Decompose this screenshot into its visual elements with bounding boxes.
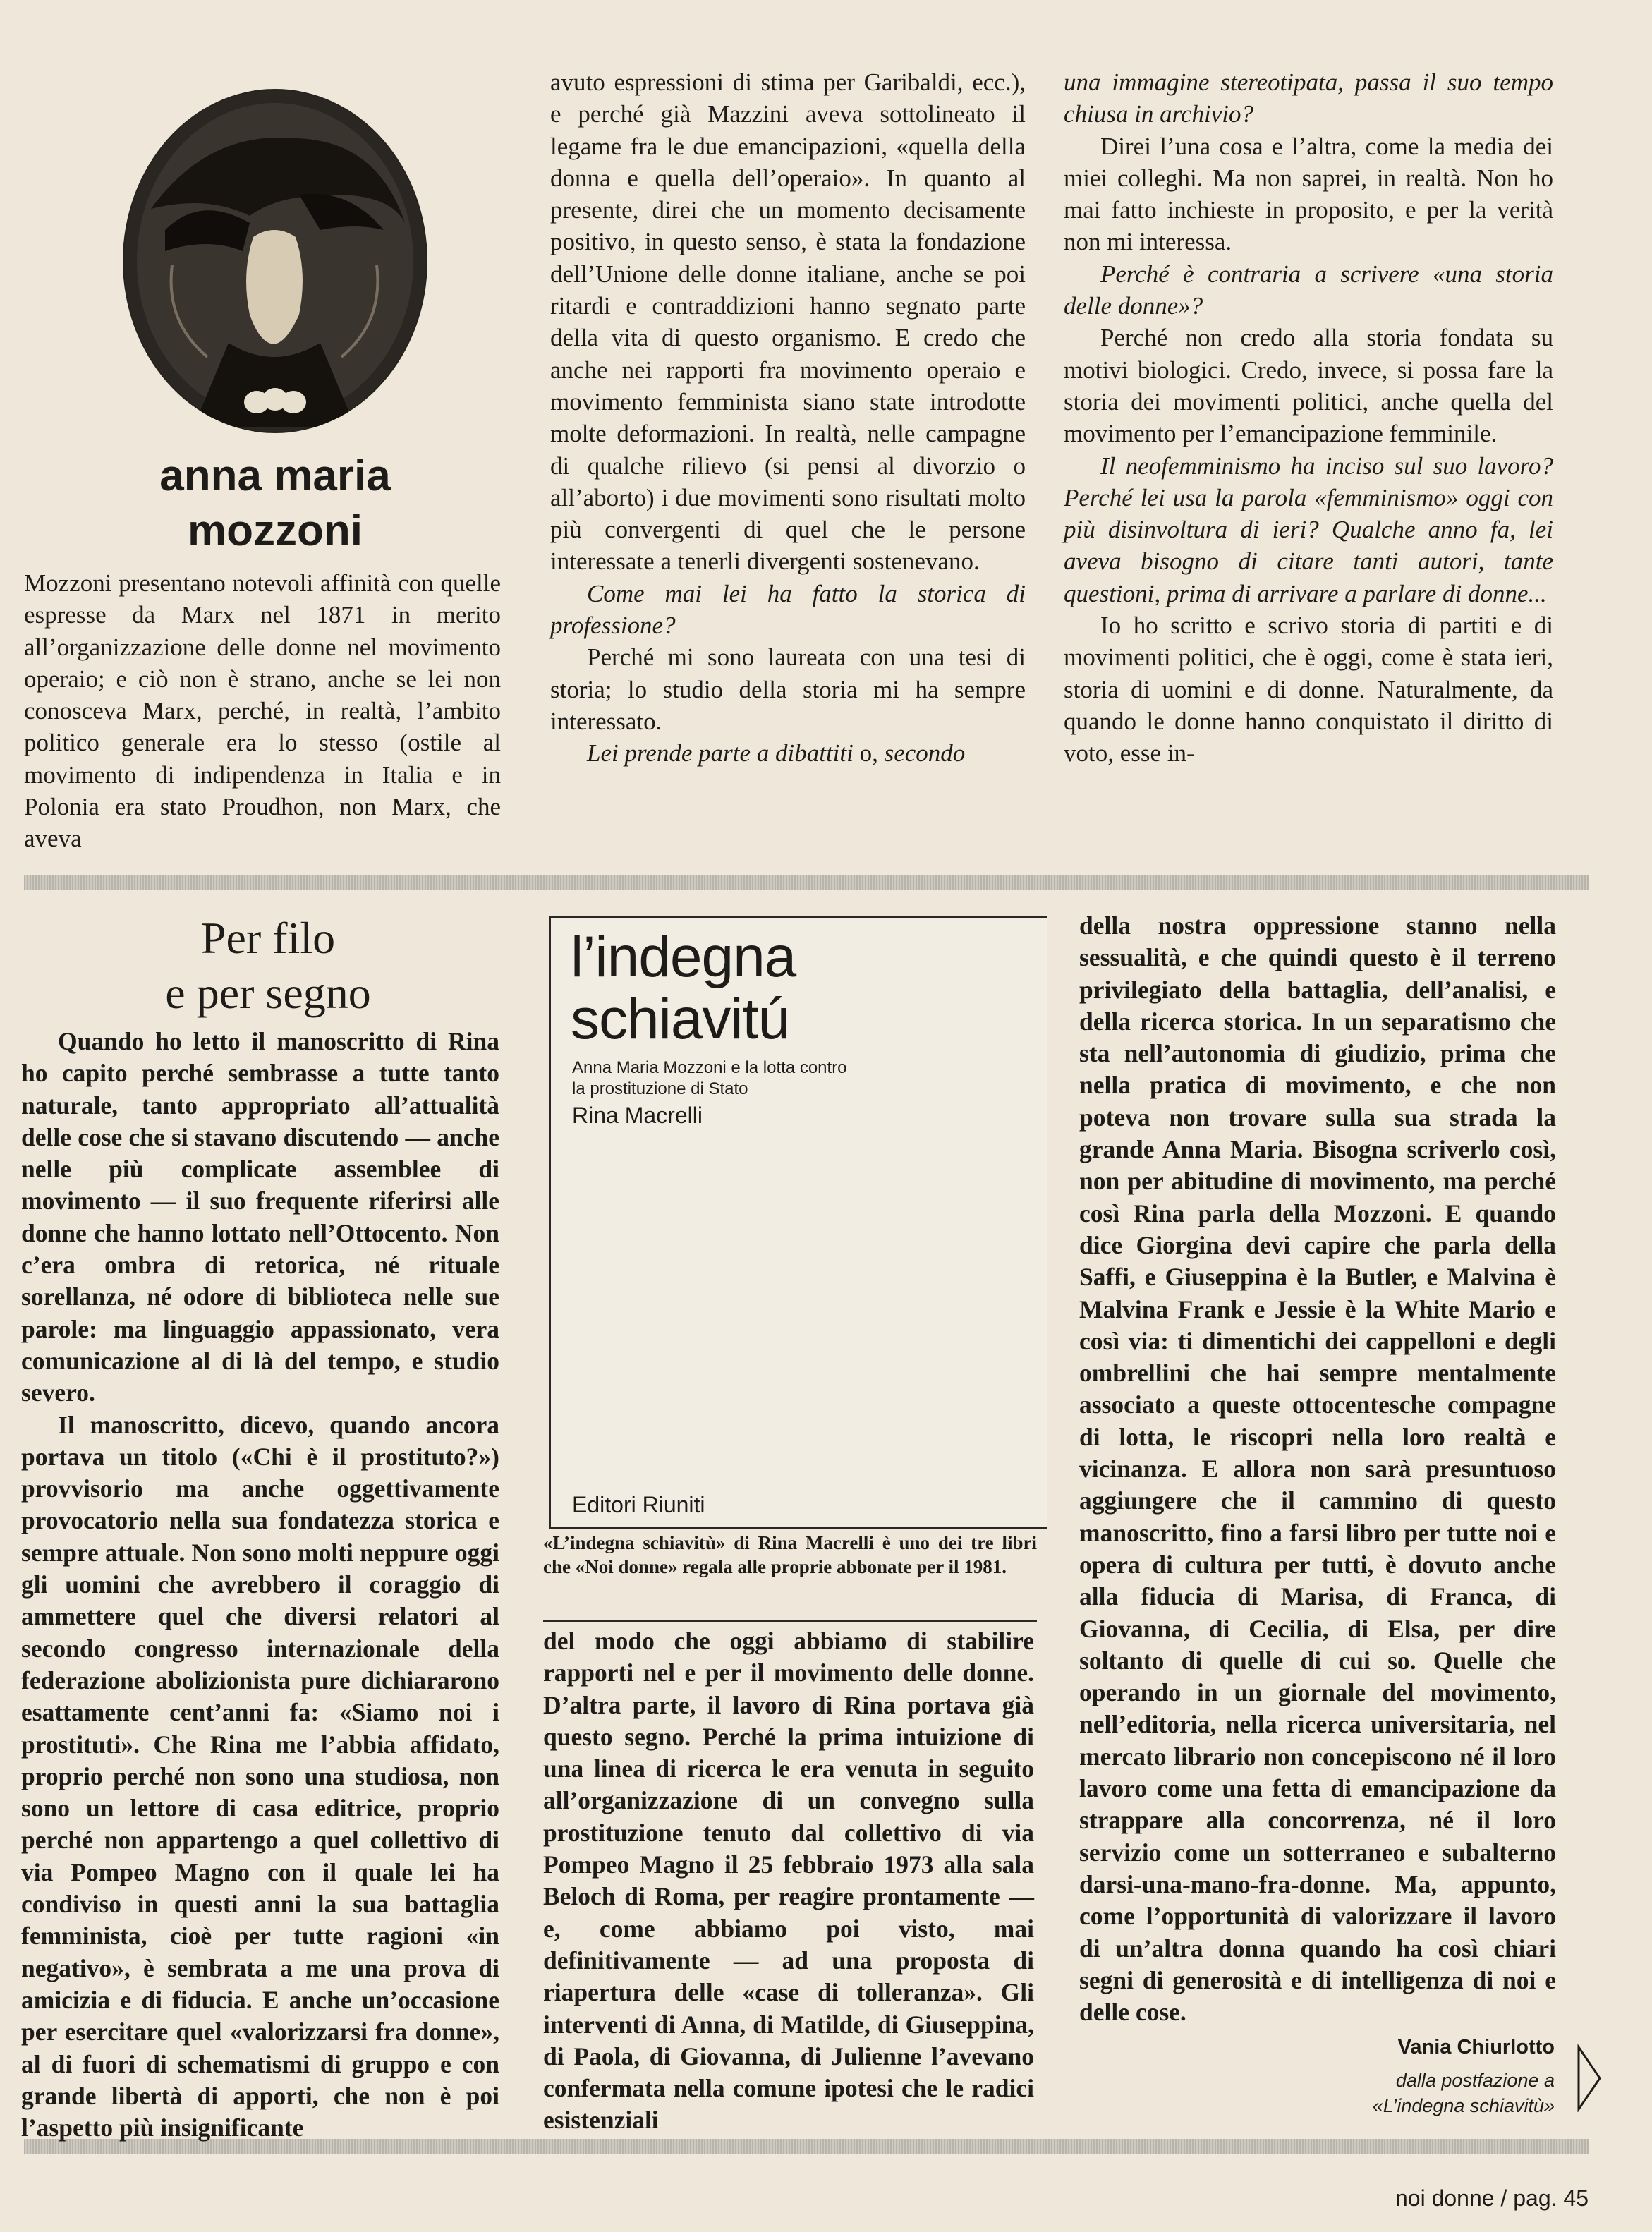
page-footer	[1395, 2185, 1589, 2212]
interview-answer: Io ho scritto e scrivo storia di partiti e di movimenti politici, che è oggi, come è stata ieri, storia di uomini e di donne. Naturalmente, da quando le donne hanno conquistato il diritto di voto, esse in-	[1064, 612, 1553, 768]
portrait-drawing	[123, 89, 427, 433]
profile-paragraph: Mozzoni presentano notevoli affinità con quelle espresse da Marx nel 1871 in merito all’organizzazione delle donne nel movimento operaio; e ciò non è strano, anche se lei non conosceva Marx, perché, in realtà, l’ambito politico generale era lo stesso (ostile al movimento di indipendenza in Italia e in Polonia era stato Proudhon, non Marx, che aveva	[24, 569, 501, 853]
question-part: o,	[859, 739, 878, 768]
review-title-line1: Per filo	[200, 913, 336, 963]
review-signature: Vania Chiurlotto	[1397, 2036, 1555, 2058]
profile-column-2	[550, 66, 1026, 770]
interview-question: Il neofemminismo ha inciso sul suo lavoro? Perché lei usa la parola «femminismo» oggi con più disinvoltura di ieri? Qualche anno fa, lei aveva bisogno di citare tanti autori, tante questioni, prima di arrivare a parlare di donne...	[1064, 451, 1553, 607]
question-part: Lei prende parte a dibattiti	[587, 739, 854, 768]
review-title-line2: e per segno	[165, 968, 371, 1018]
review-paragraph: Quando ho letto il manoscritto di Rina ho capito perché sembrasse a tutte tanto naturale, tanto appropriato all’attualità delle cose che si stavano discutendo — anche nelle più complicate assemblee di movimento — il suo frequente riferirsi alle donne che hanno lottato nell’Ottocento. Non c’era ombra di retorica, né rituale sorellanza, né odore di biblioteca nelle sue parole: ma linguaggio appassionato, vera comunicazione al di là del tempo, e studio severo.	[21, 1027, 499, 1407]
profile-name-line1: anna maria	[159, 451, 391, 500]
interview-question: una immagine stereotipata, passa il suo tempo chiusa in archivio?	[1064, 68, 1553, 128]
book-publisher: Editori Riuniti	[572, 1492, 705, 1517]
review-paragraph: della nostra oppressione stanno nella sessualità, e che quindi questo è il terreno privilegiato della battaglia, dell’analisi, e della ricerca storica. In un separatismo che sta nell’autonomia di giudizio, prima che nella pratica di movimento, e che non poteva non trovare sulla sua strada la grande Anna Maria. Bisogna scriverlo così, non per abitudine di movimento, ma perché così Rina parla della Mozzoni. E quando dice Giorgina devi capire che parla della Saffi, e Giuseppina è la Butler, e Malvina è Malvina Frank e Jessie è la White Mario e così via: ti dimentichi dei cappelloni e degli ombrellini che hai sempre mentalmente associato a queste ottocentesche compagne di lotta, le riscopri nella loro realtà e vicinanza. E allora non sarà presuntuoso aggiungere che il cammino di questo manoscritto, fino a farsi libro per tutte noi e opera di cultura per tutti, è dovuto anche alla fiducia di Marisa, di Franca, di Giovanna, di Cecilia, di Elsa, per dire soltanto di quelle di cui so. Quelle che operando in un giornale del movimento, nell’editoria, nella ricerca universitaria, nel mercato librario non concepiscono né il loro lavoro come una fetta di emancipazione da strappare alla concorrenza, né il loro servizio come un sotterraneo e subalterno darsi-una-mano-fra-donne. Ma, appunto, come l’opportunità di valorizzare il lavoro di un’altra donna quando ha così chiari segni di generosità e di intelligenza di noi e delle cose.	[1079, 911, 1556, 2027]
book-subtitle-line2: la prostituzione di Stato	[572, 1079, 748, 1098]
review-paragraph: Il manoscritto, dicevo, quando ancora portava un titolo («Chi è il prostituto?») provvisorio ma anche oggettivamente provocatorio nella sua fondatezza storica e sempre attuale. Non sono molti neppure oggi gli uomini che avrebbero il coraggio di ammettere quel che diversi relatori al secondo congresso internazionale della federazione abolizionista pure dichiararono esattamente cent’anni fa: «Siamo noi i prostituti». Che Rina me l’abbia affidato, proprio perché non sono una studiosa, non sono un lettore di casa editrice, proprio perché non appartengo a quel collettivo di via Pompeo Magno con il quale lei ha condiviso in questi anni la sua battaglia femminista, cioè per tutte ragioni «in negativo», è sembrata a me una prova di amicizia e di fiducia. E anche un’occasione per esercitare quel «valorizzarsi fra donne», al di fuori di schematismi di gruppo e con grande libertà di apporti, che non è poi l’aspetto più insignificante	[21, 1410, 499, 2142]
book-caption: «L’indegna schiavitù» di Rina Macrelli è uno dei tre libri che «Noi donne» regala alle proprie abbonate per il 1981.	[543, 1532, 1037, 1577]
section-divider	[24, 875, 1589, 890]
profile-column-1	[24, 567, 501, 855]
footer-separator: /	[1500, 2185, 1507, 2211]
caption-rule	[543, 1620, 1037, 1622]
book-title-line1: l’indegna	[571, 925, 796, 989]
book-author: Rina Macrelli	[572, 1103, 703, 1128]
review-column-3	[1079, 910, 1556, 2028]
interview-question: Perché è contraria a scrivere «una storia delle donne»?	[1064, 260, 1553, 320]
portrait-illustration	[123, 89, 427, 433]
interview-question	[550, 737, 1026, 769]
profile-column-3	[1064, 66, 1553, 770]
review-source-line1: dalla postfazione a	[1395, 2070, 1555, 2091]
review-paragraph: del modo che oggi abbiamo di stabilire rapporti nel e per il movimento delle donne. D’altra parte, il lavoro di Rina portava già questo segno. Perché la prima intuizione di una linea di ricerca le era venuta in seguito all’organizzazione di un convegno sulla prostituzione tenuto dal collettivo di via Pompeo Magno il 25 febbraio 1973 alla sala Beloch di Roma, per reagire prontamente — e, come abbiamo poi visto, mai definitivamente — ad una proposta di riapertura delle «case di tolleranza». Gli interventi di Anna, di Matilde, di Giuseppina, di Paola, di Giovanna, di Julienne l’avevano confermata nella comune ipotesi che le radici esistenziali	[543, 1627, 1034, 2135]
book-subtitle	[572, 1057, 847, 1100]
interview-question: Come mai lei ha fatto la storica di professione?	[550, 579, 1026, 640]
book-subtitle-line1: Anna Maria Mozzoni e la lotta contro	[572, 1058, 847, 1077]
profile-paragraph: avuto espressioni di stima per Garibaldi, ecc.), e perché già Mazzini aveva sottolineato il legame fra le due emancipazioni, «quella della donna e quella dell’operaio». In quanto al presente, direi che un momento decisamente positivo, in questo senso, è stata la fondazione dell’Unione delle donne italiane, anche se poi ritardi e contraddizioni hanno segnato parte della vita di questo organismo. E credo che anche nei rapporti fra movimento operaio e movimento femminista siano state introdotte molte deformazioni. In realtà, nelle campagne di qualche rilievo (si pensi al divorzio o all’aborto) i due movimenti sono risultati molto più convergenti di quel che le persone interessate a tenerli divergenti sostenevano.	[550, 68, 1026, 576]
profile-name-line2: mozzoni	[188, 507, 363, 555]
interview-answer: Direi l’una cosa e l’altra, come la media dei miei colleghi. Ma non saprei, in realtà. Non ho mai fatto inchieste in proposito, e per la verità non mi interessa.	[1064, 132, 1553, 256]
review-column-1	[21, 1026, 499, 2144]
page-label: pag.	[1513, 2185, 1557, 2211]
question-part: secondo	[884, 739, 966, 768]
book-cover	[549, 916, 1047, 1529]
magazine-name: noi donne	[1395, 2185, 1495, 2211]
book-title-line2: schiavitú	[571, 987, 790, 1051]
page-number: 45	[1563, 2185, 1589, 2211]
interview-answer: Perché mi sono laureata con una tesi di storia; lo studio della storia mi ha sempre interessato.	[550, 643, 1026, 735]
interview-answer: Perché non credo alla storia fondata su motivi biologici. Credo, invece, si possa fare la storia dei movimenti politici, anche quella del movimento per l’emancipazione femminile.	[1064, 324, 1553, 448]
continue-arrow-icon	[1576, 2044, 1604, 2112]
book-title	[571, 926, 796, 1050]
review-column-2	[543, 1625, 1034, 2137]
review-source-line2: «L’indegna schiavitù»	[1372, 2095, 1555, 2116]
